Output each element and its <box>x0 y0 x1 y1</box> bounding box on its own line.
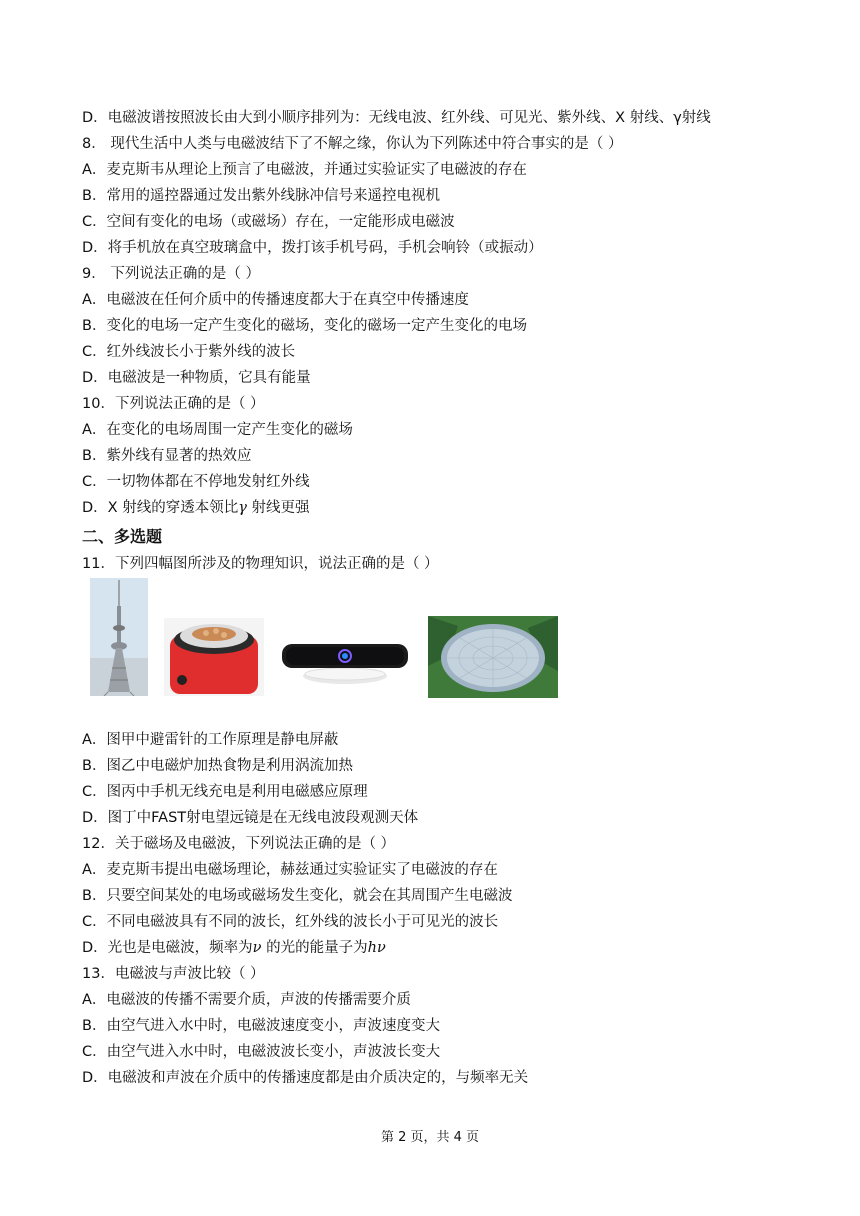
option-12b: B．只要空间某处的电场或磁场发生变化，就会在其周围产生电磁波 <box>82 888 513 904</box>
option-12d: D．光也是电磁波，频率为ν 的光的能量子为hν <box>82 940 386 956</box>
option-9b: B．变化的电场一定产生变化的磁场，变化的磁场一定产生变化的电场 <box>82 318 527 334</box>
section-title: 二、多选题 <box>82 527 163 546</box>
question-10: 10．下列说法正确的是（ ） <box>82 396 265 412</box>
option-8c: C．空间有变化的电场（或磁场）存在，一定能形成电磁波 <box>82 214 455 230</box>
page-footer: 第 2 页，共 4 页 <box>380 1130 480 1145</box>
option-8d: D．将手机放在真空玻璃盒中，拨打该手机号码，手机会响铃（或振动） <box>82 240 543 256</box>
option-11a: A．图甲中避雷针的工作原理是静电屏蔽 <box>82 732 339 748</box>
option-11b: B．图乙中电磁炉加热食物是利用涡流加热 <box>82 758 353 774</box>
option-10b: B．紫外线有显著的热效应 <box>82 448 252 464</box>
option-12c: C．不同电磁波具有不同的波长，红外线的波长小于可见光的波长 <box>82 914 499 930</box>
option-11c: C．图丙中手机无线充电是利用电磁感应原理 <box>82 784 368 800</box>
option-13d: D．电磁波和声波在介质中的传播速度都是由介质决定的，与频率无关 <box>82 1070 529 1086</box>
option-12a: A．麦克斯韦提出电磁场理论，赫兹通过实验证实了电磁波的存在 <box>82 862 498 878</box>
wireless-charger-image <box>280 640 410 688</box>
option-9a: A．电磁波在任何介质中的传播速度都大于在真空中传播速度 <box>82 292 469 308</box>
option-7d: D．电磁波谱按照波长由大到小顺序排列为：无线电波、红外线、可见光、紫外线、X 射线、γ射线 <box>82 110 711 126</box>
question-12: 12．关于磁场及电磁波，下列说法正确的是（ ） <box>82 836 396 852</box>
option-10a: A．在变化的电场周围一定产生变化的磁场 <box>82 422 353 438</box>
fast-telescope-image <box>428 616 558 698</box>
question-13: 13．电磁波与声波比较（ ） <box>82 966 265 982</box>
induction-cooker-image <box>164 618 264 696</box>
option-11d: D．图丁中FAST射电望远镜是在无线电波段观测天体 <box>82 810 419 826</box>
option-13a: A．电磁波的传播不需要介质，声波的传播需要介质 <box>82 992 411 1008</box>
option-9c: C．红外线波长小于紫外线的波长 <box>82 344 296 360</box>
option-13c: C．由空气进入水中时，电磁波波长变小，声波波长变大 <box>82 1044 441 1060</box>
option-10d: D．X 射线的穿透本领比γ 射线更强 <box>82 500 310 516</box>
option-13b: B．由空气进入水中时，电磁波速度变小，声波速度变大 <box>82 1018 440 1034</box>
question-11: 11．下列四幅图所涉及的物理知识，说法正确的是（ ） <box>82 556 439 572</box>
tower-image <box>90 578 148 696</box>
question-9: 9． 下列说法正确的是（ ） <box>82 266 260 282</box>
option-8b: B．常用的遥控器通过发出紫外线脉冲信号来遥控电视机 <box>82 188 440 204</box>
option-10c: C．一切物体都在不停地发射红外线 <box>82 474 310 490</box>
option-9d: D．电磁波是一种物质，它具有能量 <box>82 370 311 386</box>
question-8: 8． 现代生活中人类与电磁波结下了不解之缘，你认为下列陈述中符合事实的是（ ） <box>82 136 623 152</box>
option-8a: A．麦克斯韦从理论上预言了电磁波，并通过实验证实了电磁波的存在 <box>82 162 527 178</box>
